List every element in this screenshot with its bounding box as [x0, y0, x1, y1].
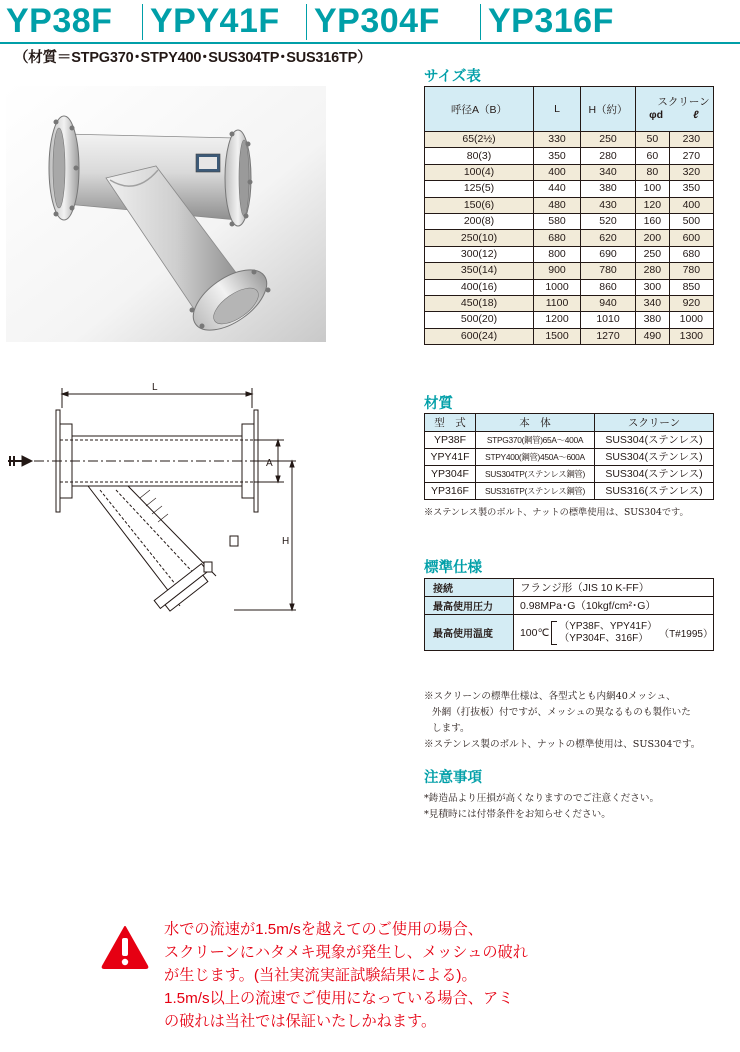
cell-screen-d: 340 — [636, 295, 670, 311]
value-temperature — [513, 615, 713, 651]
standard-row — [425, 615, 714, 651]
cell-body: SUS316TP(ステンレス鋼管) — [476, 483, 595, 500]
cell-screen-l: 320 — [669, 164, 713, 180]
note-line-4: ※ステンレス製のボルト、ナットの標準使用は、SUS304です。 — [424, 739, 701, 750]
standard-row — [425, 579, 714, 597]
cell-h: 380 — [581, 181, 636, 197]
cell-screen-l: 1300 — [669, 328, 713, 344]
cell-screen: SUS304(ステンレス) — [595, 466, 714, 483]
title-separator — [142, 4, 143, 40]
cell-screen: SUS304(ステンレス) — [595, 449, 714, 466]
model-title-yp316f: YP316F — [488, 2, 614, 40]
warning-icon — [100, 924, 150, 970]
material-note: ※ステンレス製のボルト、ナットの標準使用は、SUS304です。 — [424, 507, 689, 518]
cell-l: 400 — [534, 164, 581, 180]
cell-screen-l: 500 — [669, 213, 713, 229]
title-separator — [306, 4, 307, 40]
size-table — [424, 86, 714, 345]
col-model: 型 式 — [425, 414, 476, 432]
standard-row — [425, 597, 714, 615]
label-temperature: 最高使用温度 — [425, 615, 514, 651]
dimension-drawing — [4, 380, 304, 632]
cell-nominal: 125(5) — [425, 181, 534, 197]
cell-l: 900 — [534, 263, 581, 279]
col-nominal: 呼径A（B） — [425, 87, 534, 132]
cell-body: STPG370(鋼管)65A～400A — [476, 432, 595, 449]
cell-nominal: 450(18) — [425, 295, 534, 311]
table-row — [425, 312, 714, 328]
material-subtitle: （材質＝STPG370･STPY400･SUS304TP･SUS316TP） — [14, 50, 372, 66]
cell-l: 480 — [534, 197, 581, 213]
cell-h: 780 — [581, 263, 636, 279]
model-title-ypy41f: YPY41F — [150, 2, 280, 40]
warning-line-1: 水での流速が1.5m/sを越えてのご使用の場合、 — [164, 921, 483, 938]
note-line-2: 外網（打抜板）付ですが、メッシュの異なるものも製作いた — [432, 707, 691, 718]
table-row — [425, 197, 714, 213]
cell-l: 350 — [534, 148, 581, 164]
y-strainer-photo-illustration — [6, 86, 326, 342]
col-l: L — [534, 87, 581, 132]
cell-nominal: 350(14) — [425, 263, 534, 279]
cell-screen-d: 160 — [636, 213, 670, 229]
cell-screen: SUS316(ステンレス) — [595, 483, 714, 500]
dim-l-label: L — [152, 382, 158, 393]
cell-nominal: 200(8) — [425, 213, 534, 229]
size-table-header — [425, 87, 714, 132]
table-row — [425, 432, 714, 449]
table-row — [425, 181, 714, 197]
label-connection: 接続 — [425, 579, 514, 597]
col-screen-l: ℓ — [693, 109, 699, 121]
cell-screen-d: 60 — [636, 148, 670, 164]
table-row — [425, 230, 714, 246]
col-body: 本 体 — [476, 414, 595, 432]
cell-screen-l: 270 — [669, 148, 713, 164]
strainer-cross-section-diagram — [4, 380, 304, 632]
warning-line-4: 1.5m/s以上の流速でご使用になっている場合、アミ — [164, 990, 514, 1007]
cell-l: 1000 — [534, 279, 581, 295]
cell-screen-d: 490 — [636, 328, 670, 344]
cell-h: 1010 — [581, 312, 636, 328]
cell-h: 1270 — [581, 328, 636, 344]
dim-h-label: H — [282, 536, 290, 547]
cell-screen-l: 850 — [669, 279, 713, 295]
cell-h: 520 — [581, 213, 636, 229]
col-screen — [636, 87, 714, 132]
warning-line-5: の破れは当社では保証いたしかねます。 — [164, 1013, 437, 1030]
cell-model: YP304F — [425, 466, 476, 483]
value-connection: フランジ形（JIS 10 K-FF） — [513, 579, 713, 597]
temp-code: （T#1995） — [659, 629, 713, 640]
cell-nominal: 150(6) — [425, 197, 534, 213]
cell-screen-l: 680 — [669, 246, 713, 262]
cell-nominal: 250(10) — [425, 230, 534, 246]
cell-h: 940 — [581, 295, 636, 311]
cell-nominal: 100(4) — [425, 164, 534, 180]
value-pressure: 0.98MPa･G（10kgf/cm²･G） — [513, 597, 713, 615]
cell-screen: SUS304(ステンレス) — [595, 432, 714, 449]
cell-screen-l: 400 — [669, 197, 713, 213]
col-screen: スクリーン — [595, 414, 714, 432]
title-separator — [480, 4, 481, 40]
caution-item-2: *見積時には付帯条件をお知らせください。 — [424, 809, 611, 820]
cell-screen-d: 100 — [636, 181, 670, 197]
product-photo — [6, 86, 326, 342]
warning-message — [164, 918, 528, 1033]
cell-l: 1200 — [534, 312, 581, 328]
table-row — [425, 132, 714, 148]
cell-screen-l: 1000 — [669, 312, 713, 328]
cell-l: 1100 — [534, 295, 581, 311]
cell-l: 580 — [534, 213, 581, 229]
title-underline — [0, 42, 740, 44]
cell-screen-l: 780 — [669, 263, 713, 279]
caution-item-1: *鋳造品より圧損が高くなりますのでご注意ください。 — [424, 793, 660, 804]
cell-h: 250 — [581, 132, 636, 148]
cell-screen-d: 80 — [636, 164, 670, 180]
table-row — [425, 148, 714, 164]
col-screen-d: φd — [649, 109, 663, 121]
cell-l: 800 — [534, 246, 581, 262]
standard-title: 標準仕様 — [424, 560, 482, 576]
caution-title: 注意事項 — [424, 770, 482, 786]
col-screen-label: スクリーン — [657, 96, 710, 108]
size-table-body — [425, 132, 714, 345]
table-row — [425, 246, 714, 262]
table-row — [425, 449, 714, 466]
cell-body: STPY400(鋼管)450A～600A — [476, 449, 595, 466]
col-screen-sub — [636, 109, 713, 122]
cell-l: 330 — [534, 132, 581, 148]
cell-screen-l: 920 — [669, 295, 713, 311]
table-row — [425, 328, 714, 344]
cell-nominal: 600(24) — [425, 328, 534, 344]
material-table-header — [425, 414, 714, 432]
cell-screen-l: 230 — [669, 132, 713, 148]
note-line-3: します。 — [432, 723, 470, 734]
page-title — [0, 0, 740, 44]
standard-table — [424, 578, 714, 651]
cell-l: 440 — [534, 181, 581, 197]
cell-screen-l: 350 — [669, 181, 713, 197]
size-table-title: サイズ表 — [424, 69, 481, 85]
model-title-yp38f: YP38F — [6, 2, 113, 40]
cell-screen-d: 250 — [636, 246, 670, 262]
cell-body: SUS304TP(ステンレス鋼管) — [476, 466, 595, 483]
temp-value: 100℃ — [519, 626, 550, 639]
dim-a-label: A — [266, 458, 273, 469]
cell-screen-d: 200 — [636, 230, 670, 246]
cell-h: 690 — [581, 246, 636, 262]
cell-l: 680 — [534, 230, 581, 246]
temp-models-2: （YP304F、316F） — [559, 632, 649, 644]
note-line-1: ※スクリーンの標準仕様は、各型式とも内網40メッシュ、 — [424, 691, 676, 702]
cell-h: 620 — [581, 230, 636, 246]
cell-screen-d: 280 — [636, 263, 670, 279]
cell-h: 860 — [581, 279, 636, 295]
cell-screen-d: 380 — [636, 312, 670, 328]
cell-nominal: 65(2½) — [425, 132, 534, 148]
cell-h: 280 — [581, 148, 636, 164]
cell-screen-l: 600 — [669, 230, 713, 246]
table-row — [425, 279, 714, 295]
material-title: 材質 — [424, 396, 453, 412]
model-title-yp304f: YP304F — [314, 2, 440, 40]
col-h: H（約） — [581, 87, 636, 132]
cell-nominal: 400(16) — [425, 279, 534, 295]
cell-model: YP38F — [425, 432, 476, 449]
table-row — [425, 295, 714, 311]
cell-h: 430 — [581, 197, 636, 213]
material-table-body — [425, 432, 714, 500]
cell-l: 1500 — [534, 328, 581, 344]
cell-nominal: 80(3) — [425, 148, 534, 164]
cell-screen-d: 120 — [636, 197, 670, 213]
cell-screen-d: 300 — [636, 279, 670, 295]
material-table — [424, 413, 714, 500]
temp-models-1: （YP38F、YPY41F） — [559, 620, 658, 632]
cell-h: 340 — [581, 164, 636, 180]
cell-model: YP316F — [425, 483, 476, 500]
cell-nominal: 300(12) — [425, 246, 534, 262]
cell-nominal: 500(20) — [425, 312, 534, 328]
label-pressure: 最高使用圧力 — [425, 597, 514, 615]
warning-line-2: スクリーンにハタメキ現象が発生し、メッシュの破れ — [164, 944, 528, 961]
cell-model: YPY41F — [425, 449, 476, 466]
table-row — [425, 213, 714, 229]
table-row — [425, 483, 714, 500]
table-row — [425, 263, 714, 279]
table-row — [425, 164, 714, 180]
bracket — [551, 621, 557, 645]
warning-line-3: が生じます。(当社実流実証試験結果による)。 — [164, 967, 477, 984]
table-row — [425, 466, 714, 483]
cell-screen-d: 50 — [636, 132, 670, 148]
